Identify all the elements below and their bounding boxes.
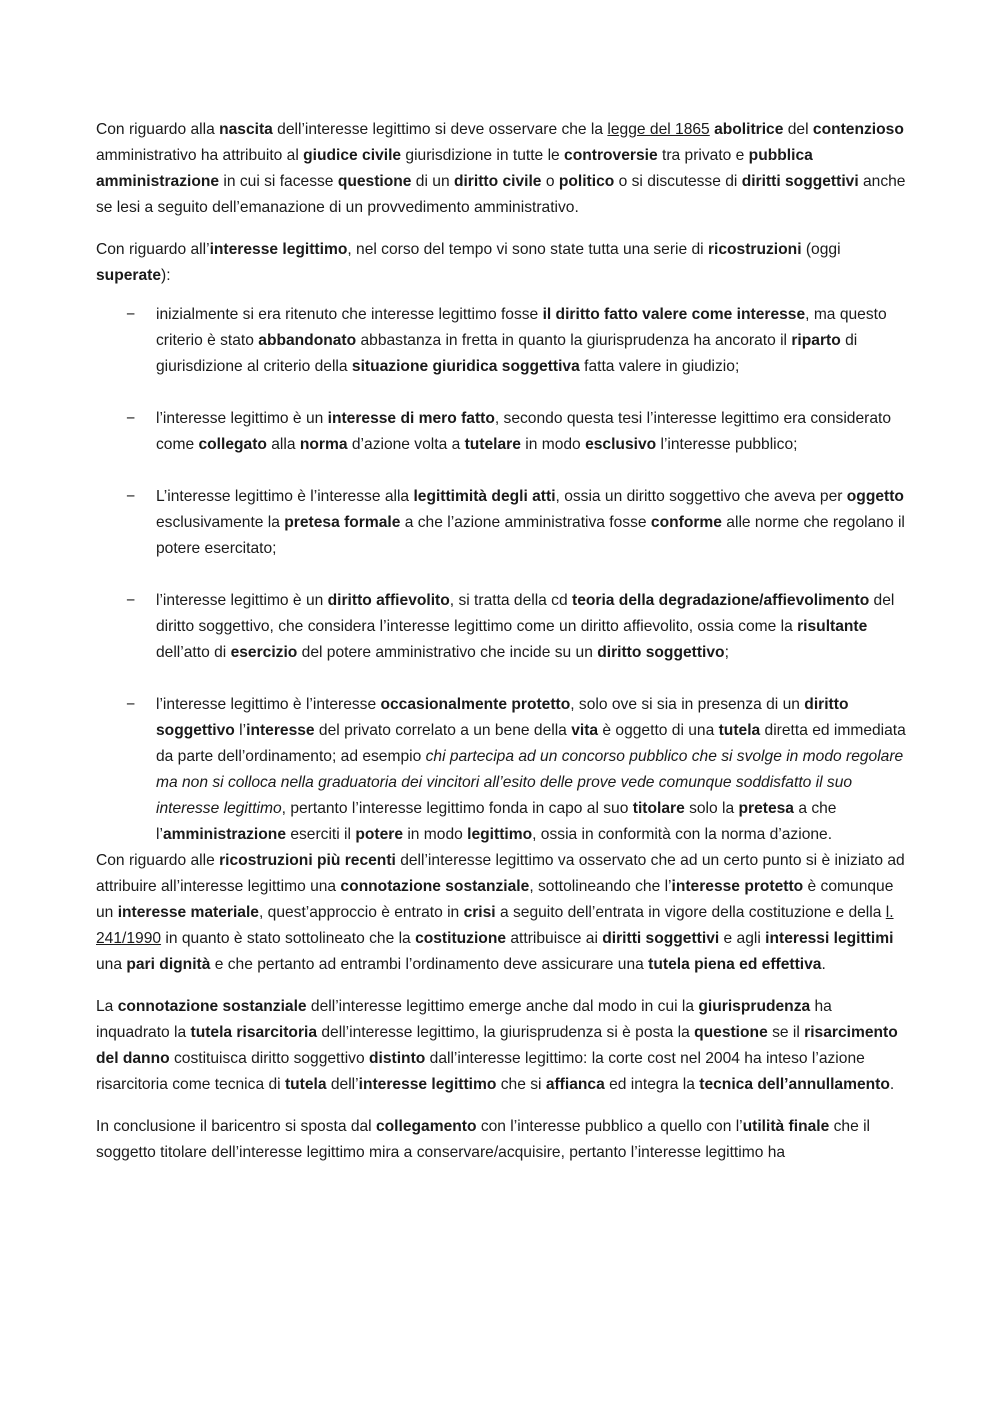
- list-item: [96, 302, 908, 380]
- list-bullet: −: [126, 488, 136, 505]
- list-item: [96, 406, 908, 458]
- paragraph-ricostruzioni-intro: Con riguardo all’interesse legittimo, nel corso del tempo vi sono state tutta una serie di ricostruzioni (oggi superate):: [96, 241, 841, 284]
- list-item: [96, 588, 908, 666]
- ricostruzioni-list: [96, 302, 908, 848]
- list-item-text: L’interesse legittimo è l’interesse alla legittimità degli atti, ossia un diritto soggettivo che aveva per oggetto esclusivamente la pretesa formale a che l’azione amministrativa fosse conforme alle norme che regolano il potere esercitato;: [156, 488, 905, 557]
- list-item-text: inizialmente si era ritenuto che interesse legittimo fosse il diritto fatto valere come interesse, ma questo criterio è stato abbandonato abbastanza in fretta in quanto la giurisprudenza ha ancorato il riparto di giurisdizione al criterio della situazione giuridica soggettiva fatta valere in giudizio;: [156, 306, 887, 375]
- paragraph-ricostruzioni-recenti: Con riguardo alle ricostruzioni più recenti dell’interesse legittimo va osservato che ad un certo punto si è iniziato ad attribuire all’interesse legittimo una connotazione sostanziale, sottolineando che l’interesse protetto è comunque un interesse materiale, quest’approccio è entrato in crisi a seguito dell’entrata in vigore della costituzione e della l. 241/1990 in quanto è stato sottolineato che la costituzione attribuisce ai diritti soggettivi e agli interessi legittimi una pari dignità e che pertanto ad entrambi l’ordinamento deve assicurare una tutela piena ed effettiva.: [96, 852, 905, 973]
- list-bullet: −: [126, 306, 136, 323]
- list-item-text: l’interesse legittimo è un interesse di mero fatto, secondo questa tesi l’interesse legittimo era considerato come collegato alla norma d’azione volta a tutelare in modo esclusivo l’interesse pubblico;: [156, 410, 892, 453]
- list-item-text: l’interesse legittimo è un diritto affievolito, si tratta della cd teoria della degradazione/affievolimento del diritto soggettivo, che considera l’interesse legittimo come un diritto affievolito, ossia come la risultante dell’atto di esercizio del potere amministrativo che incide su un diritto soggettivo;: [156, 592, 895, 661]
- list-item: [96, 692, 908, 848]
- paragraph-nascita: Con riguardo alla nascita dell’interesse legittimo si deve osservare che la legge del 1865 abolitrice del contenzioso amministrativo ha attribuito al giudice civile giurisdizione in tutte le controversie tra privato e pubblica amministrazione in cui si facesse questione di un diritto civile o politico o si discutesse di diritti soggettivi anche se lesi a seguito dell’emanazione di un provvedimento amministrativo.: [96, 121, 906, 216]
- paragraph-conclusione: In conclusione il baricentro si sposta dal collegamento con l’interesse pubblico a quello con l’utilità finale che il soggetto titolare dell’interesse legittimo mira a conservare/acquisire, pertanto l’interesse legittimo ha: [96, 1118, 871, 1161]
- paragraph-connotazione-sostanziale: La connotazione sostanziale dell’interesse legittimo emerge anche dal modo in cui la giurisprudenza ha inquadrato la tutela risarcitoria dell’interesse legittimo, la giurisprudenza si è posta la questione se il risarcimento del danno costituisca diritto soggettivo distinto dall’interesse legittimo: la corte cost nel 2004 ha inteso l’azione risarcitoria come tecnica di tutela dell’interesse legittimo che si affianca ed integra la tecnica dell’annullamento.: [96, 998, 898, 1093]
- document-body: [96, 117, 908, 1166]
- list-bullet: −: [126, 410, 136, 427]
- list-bullet: −: [126, 696, 136, 713]
- list-bullet: −: [126, 592, 136, 609]
- list-item-text: l’interesse legittimo è l’interesse occasionalmente protetto, solo ove si sia in presenza di un diritto soggettivo l’interesse del privato correlato a un bene della vita è oggetto di una tutela diretta ed immediata da parte dell’ordinamento; ad esempio chi partecipa ad un concorso pubblico che si svolge in modo regolare ma non si colloca nella graduatoria dei vincitori all’esito delle prove vede comunque soddisfatto il suo interesse legittimo, pertanto l’interesse legittimo fonda in capo al suo titolare solo la pretesa a che l’amministrazione eserciti il potere in modo legittimo, ossia in conformità con la norma d’azione.: [156, 696, 906, 843]
- list-item: [96, 484, 908, 562]
